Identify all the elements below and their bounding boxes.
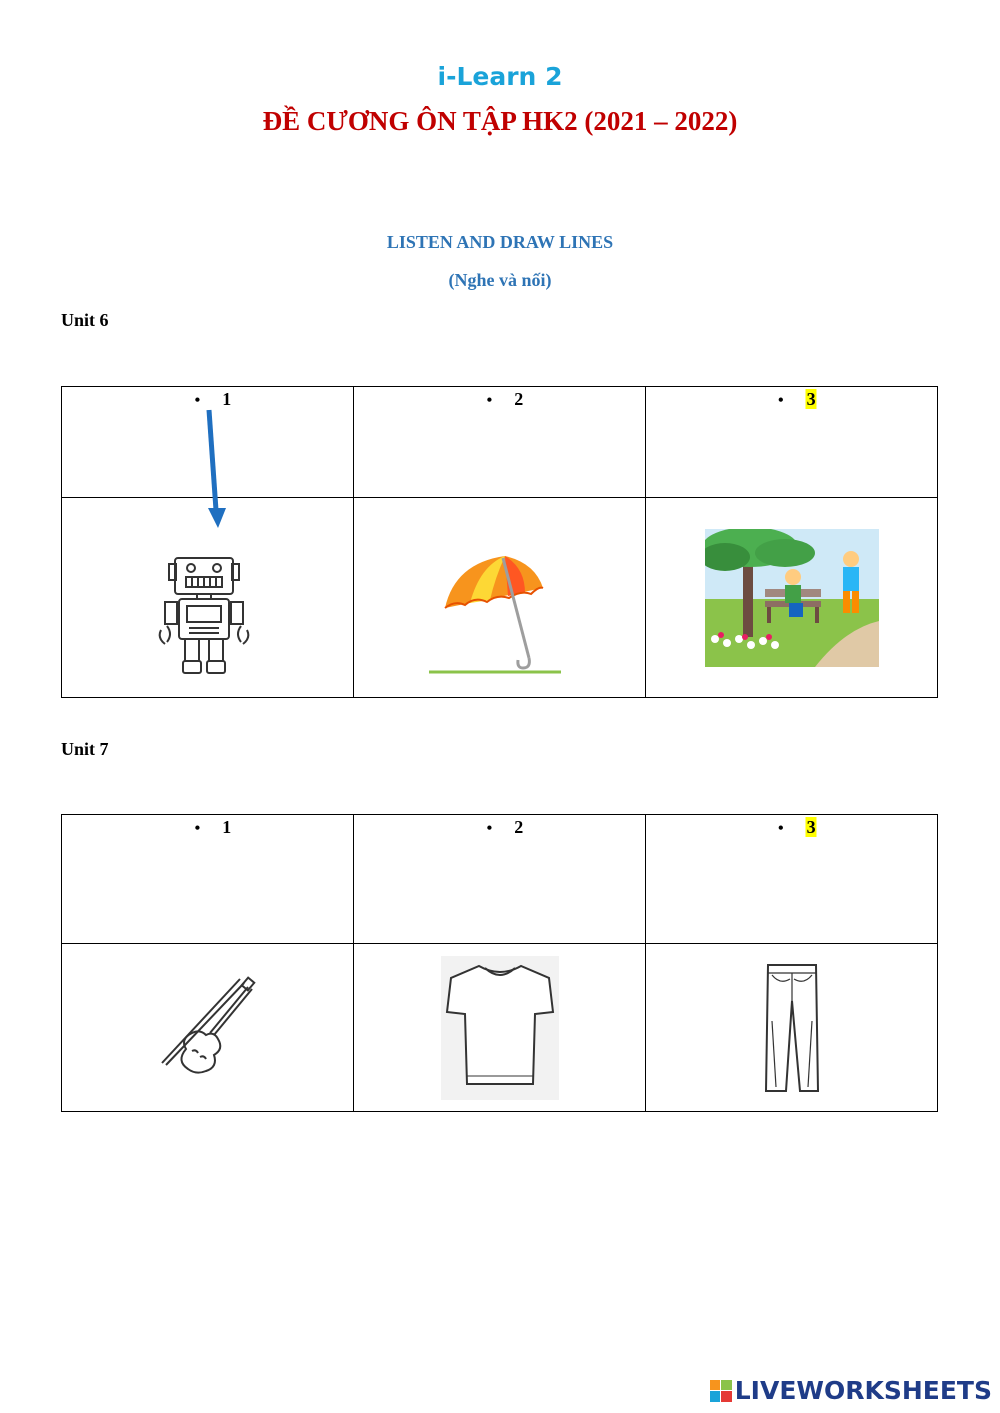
park-bench-picture [646, 498, 937, 697]
unit-6-number-cell-3[interactable] [646, 387, 938, 498]
unit-7-picture-cell-3[interactable] [646, 944, 938, 1112]
unit-6-label: Unit 6 [61, 310, 109, 330]
unit-7-picture-cell-1[interactable] [62, 944, 354, 1112]
brand-title: i-Learn 2 [437, 62, 563, 91]
unit-6-number-cell-2[interactable] [354, 387, 646, 498]
page-title: ĐỀ CƯƠNG ÔN TẬP HK2 (2021 – 2022) [262, 106, 738, 136]
liveworksheets-logo-text: LIVEWORKSHEETS [734, 1376, 992, 1405]
unit-6-picture-cell-2[interactable] [354, 498, 646, 698]
t-shirt-picture [354, 944, 645, 1111]
unit-6-table [61, 386, 938, 698]
number-label: • 3 [777, 817, 816, 837]
unit-7-table [61, 814, 938, 1112]
unit-7-label: Unit 7 [61, 739, 109, 759]
unit-7-number-cell-1[interactable] [62, 815, 354, 944]
number-label: • 1 [194, 389, 232, 409]
instruction-subheading: (Nghe và nối) [448, 270, 552, 290]
unit-6-number-cell-1[interactable] [62, 387, 354, 498]
liveworksheets-badge-icon [710, 1380, 732, 1402]
unit-7-picture-cell-2[interactable] [354, 944, 646, 1112]
unit-6-picture-cell-1[interactable] [62, 498, 354, 698]
liveworksheets-logo[interactable] [710, 1376, 992, 1405]
unit-7-number-cell-3[interactable] [646, 815, 938, 944]
unit-6-picture-cell-3[interactable] [646, 498, 938, 698]
umbrella-picture [354, 498, 645, 697]
robot-picture [62, 498, 353, 697]
number-label: • 2 [486, 389, 524, 409]
violin-picture [62, 944, 353, 1111]
number-label: • 3 [777, 389, 816, 409]
unit-7-number-cell-2[interactable] [354, 815, 646, 944]
jeans-picture [646, 944, 937, 1111]
number-label: • 2 [486, 817, 524, 837]
instruction-heading: LISTEN AND DRAW LINES [386, 232, 614, 252]
number-label: • 1 [194, 817, 232, 837]
